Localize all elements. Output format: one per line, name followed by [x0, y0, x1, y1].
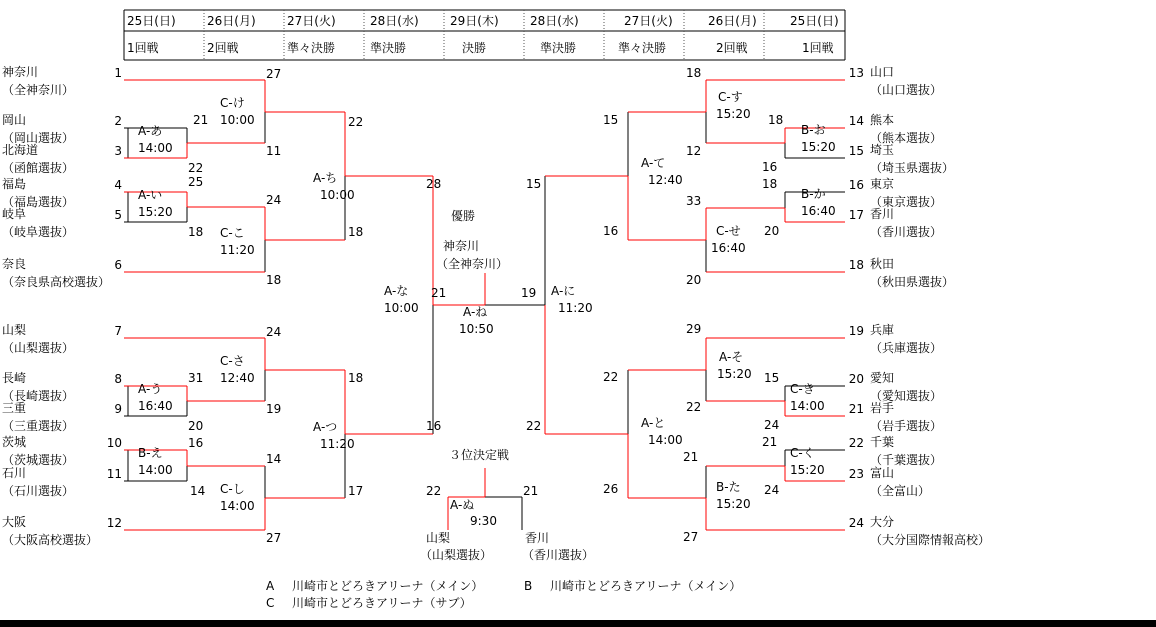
match-time: 15:20	[138, 205, 173, 219]
match-time: 11:20	[558, 301, 593, 315]
team-name: 兵庫	[870, 323, 895, 337]
seed-number: 8	[114, 372, 122, 386]
match-label: A-な	[384, 284, 409, 298]
team-name: 北海道	[2, 143, 39, 157]
match-time: 16:40	[801, 204, 836, 218]
match-label: C-し	[220, 482, 245, 496]
score: 12	[686, 144, 702, 158]
match-time: 11:20	[320, 437, 355, 451]
score: 33	[686, 194, 702, 208]
score: 22	[348, 115, 364, 129]
score: 15	[526, 177, 542, 191]
match-label: A-て	[641, 156, 666, 170]
score: 19	[521, 286, 537, 300]
team-name: 熊本	[870, 113, 895, 127]
score: 18	[188, 225, 204, 239]
seed-number: 11	[106, 467, 122, 481]
header-round: 2回戦	[716, 41, 748, 55]
team-name: 大分	[870, 515, 895, 529]
team-org: （東京選抜）	[870, 195, 943, 209]
team-org: （香川選抜）	[870, 225, 943, 239]
seed-number: 14	[848, 114, 864, 128]
score: 18	[762, 177, 778, 191]
match-label: C-け	[220, 96, 245, 110]
team-name: 長崎	[2, 371, 27, 385]
match-label: C-さ	[220, 354, 245, 368]
team-org: （秋田県選抜）	[870, 275, 955, 289]
header-date: 25日(日)	[790, 14, 839, 28]
team-org: （三重選抜）	[2, 419, 75, 433]
third-place-team-name: 山梨	[426, 531, 451, 545]
score: 27	[683, 530, 699, 544]
seed-number: 18	[848, 258, 864, 272]
match-label: C-き	[790, 382, 815, 396]
header-date: 28日(水)	[530, 14, 579, 28]
header-round: 2回戦	[207, 41, 239, 55]
match-time: 14:00	[220, 499, 255, 513]
team-name: 福島	[2, 177, 27, 191]
team-name: 埼玉	[870, 143, 895, 157]
seed-number: 10	[106, 436, 122, 450]
match-label: C-こ	[220, 226, 245, 240]
team-name: 山口	[870, 65, 895, 79]
match-label: A-そ	[719, 350, 744, 364]
team-org: （山梨選抜）	[2, 341, 75, 355]
seed-number: 20	[848, 372, 864, 386]
seed-number: 15	[848, 144, 864, 158]
seed-number: 6	[114, 258, 122, 272]
score: 21	[431, 286, 447, 300]
score: 22	[188, 161, 204, 175]
score: 31	[188, 371, 204, 385]
match-time: 15:20	[790, 463, 825, 477]
team-name: 石川	[2, 466, 27, 480]
header-date: 27日(火)	[624, 14, 673, 28]
match-time: 15:20	[801, 140, 836, 154]
match-time: 10:00	[320, 188, 355, 202]
match-time: 14:00	[648, 433, 683, 447]
team-org: （埼玉県選抜）	[870, 161, 955, 175]
legend-key: A	[266, 579, 275, 593]
score: 24	[764, 418, 780, 432]
score: 18	[768, 113, 784, 127]
match-time: 14:00	[138, 463, 173, 477]
team-org: （奈良県高校選抜）	[2, 275, 111, 289]
header-date: 29日(木)	[450, 14, 499, 28]
match-label: C-せ	[716, 224, 741, 238]
team-org: （全富山）	[870, 484, 931, 498]
bottom-bar	[0, 620, 1156, 627]
team-org: （千葉選抜）	[870, 453, 943, 467]
match-label: A-ね	[463, 305, 488, 319]
header-round: 準決勝	[370, 41, 407, 55]
score: 25	[188, 175, 204, 189]
legend-key: C	[266, 596, 275, 610]
score: 16	[603, 224, 619, 238]
header-round: 1回戦	[802, 41, 834, 55]
score: 24	[266, 325, 282, 339]
match-label: A-う	[138, 382, 163, 396]
legend-venue: 川崎市とどろきアリーナ（メイン）	[292, 579, 484, 593]
third-place-team-org: （香川選抜）	[522, 548, 595, 562]
team-name: 富山	[870, 466, 895, 480]
score: 22	[526, 419, 542, 433]
seed-number: 19	[848, 324, 864, 338]
match-label: A-ぬ	[450, 498, 475, 512]
team-org: （茨城選抜）	[2, 453, 75, 467]
match-label: C-す	[718, 90, 743, 104]
team-org: （大分国際情報高校）	[870, 533, 991, 547]
header-round: 準々決勝	[287, 41, 336, 55]
score: 14	[266, 452, 282, 466]
team-name: 三重	[2, 401, 27, 415]
seed-number: 13	[848, 66, 864, 80]
team-org: （熊本選抜）	[870, 131, 943, 145]
header-round: 決勝	[462, 41, 487, 55]
score: 24	[764, 483, 780, 497]
score: 21	[523, 484, 539, 498]
team-name: 東京	[870, 177, 895, 191]
score: 18	[686, 66, 702, 80]
score: 28	[426, 177, 442, 191]
score: 17	[348, 484, 364, 498]
header-date: 25日(日)	[127, 14, 176, 28]
score: 27	[266, 67, 282, 81]
match-time: 11:20	[220, 243, 255, 257]
score: 20	[188, 419, 204, 433]
team-name: 山梨	[2, 323, 27, 337]
team-name: 神奈川	[2, 65, 39, 79]
team-name: 愛知	[870, 371, 895, 385]
header-round: 準々決勝	[618, 41, 667, 55]
score: 21	[193, 113, 209, 127]
score: 27	[266, 531, 282, 545]
match-label: B-お	[801, 123, 826, 137]
score: 24	[266, 193, 282, 207]
team-name: 茨城	[2, 435, 27, 449]
score: 19	[266, 402, 282, 416]
match-label: A-に	[551, 284, 576, 298]
team-org: （兵庫選抜）	[870, 341, 943, 355]
seed-number: 16	[848, 178, 864, 192]
team-org: （岩手選抜）	[870, 419, 943, 433]
match-time: 12:40	[220, 371, 255, 385]
team-name: 大阪	[2, 515, 27, 529]
score: 22	[686, 400, 702, 414]
team-name: 香川	[870, 207, 895, 221]
header-date: 26日(月)	[708, 14, 757, 28]
score: 21	[762, 435, 778, 449]
seed-number: 17	[848, 208, 864, 222]
team-org: （岐阜選抜）	[2, 225, 75, 239]
team-name: 千葉	[870, 435, 895, 449]
match-label: B-た	[716, 480, 741, 494]
match-time: 12:40	[648, 173, 683, 187]
champion-name: 神奈川	[443, 239, 480, 253]
team-org: （長崎選抜）	[2, 389, 75, 403]
header-round: 1回戦	[127, 41, 159, 55]
team-org: （函館選抜）	[2, 161, 75, 175]
score: 20	[764, 224, 780, 238]
seed-number: 22	[848, 436, 864, 450]
match-time: 10:50	[459, 322, 494, 336]
match-time: 15:20	[717, 367, 752, 381]
match-time: 14:00	[790, 399, 825, 413]
third-place-title: ３位決定戦	[449, 448, 510, 462]
match-label: A-あ	[138, 124, 163, 138]
match-label: B-え	[138, 446, 163, 460]
match-label: A-つ	[313, 420, 338, 434]
team-name: 岐阜	[2, 207, 27, 221]
seed-number: 12	[106, 516, 122, 530]
seed-number: 9	[114, 402, 122, 416]
seed-number: 2	[114, 114, 122, 128]
score: 29	[686, 322, 702, 336]
score: 26	[603, 482, 619, 496]
header-date: 28日(水)	[370, 14, 419, 28]
score: 18	[348, 371, 364, 385]
third-place-team-name: 香川	[525, 531, 550, 545]
score: 14	[190, 484, 206, 498]
team-org: （岡山選抜）	[2, 131, 75, 145]
legend-venue: 川崎市とどろきアリーナ（サブ）	[292, 596, 472, 610]
score: 16	[426, 419, 442, 433]
seed-number: 21	[848, 402, 864, 416]
legend-venue: 川崎市とどろきアリーナ（メイン）	[550, 579, 742, 593]
score: 15	[603, 113, 619, 127]
score: 20	[686, 273, 702, 287]
team-name: 岩手	[870, 401, 895, 415]
team-org: （全神奈川）	[2, 83, 75, 97]
seed-number: 3	[114, 144, 122, 158]
header-round: 準決勝	[540, 41, 577, 55]
match-label: A-ち	[313, 171, 338, 185]
seed-number: 1	[114, 66, 122, 80]
champion-org: （全神奈川）	[436, 257, 509, 271]
seed-number: 24	[848, 516, 864, 530]
seed-number: 7	[114, 324, 122, 338]
match-label: C-く	[790, 446, 815, 460]
score: 22	[426, 484, 442, 498]
team-org: （大阪高校選抜）	[2, 533, 99, 547]
score: 18	[266, 273, 282, 287]
champion-title: 優勝	[451, 209, 476, 223]
team-name: 奈良	[2, 257, 27, 271]
score: 18	[348, 225, 364, 239]
match-time: 10:00	[384, 301, 419, 315]
match-time: 15:20	[716, 107, 751, 121]
third-place-team-org: （山梨選抜）	[420, 548, 493, 562]
team-name: 秋田	[870, 257, 895, 271]
match-time: 15:20	[716, 497, 751, 511]
match-time: 10:00	[220, 113, 255, 127]
team-org: （福島選抜）	[2, 195, 75, 209]
team-name: 岡山	[2, 113, 27, 127]
match-time: 14:00	[138, 141, 173, 155]
seed-number: 5	[114, 208, 122, 222]
seed-number: 4	[114, 178, 122, 192]
seed-number: 23	[848, 467, 864, 481]
score: 16	[762, 160, 778, 174]
header-date: 26日(月)	[207, 14, 256, 28]
score: 16	[188, 436, 204, 450]
match-time: 16:40	[138, 399, 173, 413]
team-org: （石川選抜）	[2, 484, 75, 498]
match-time: 9:30	[470, 514, 497, 528]
match-label: A-い	[138, 188, 163, 202]
score: 11	[266, 144, 282, 158]
match-label: B-か	[801, 187, 826, 201]
team-org: （愛知選抜）	[870, 389, 943, 403]
bracket-black-lines	[124, 112, 845, 530]
score: 15	[764, 371, 780, 385]
match-time: 16:40	[711, 241, 746, 255]
legend-key: B	[524, 579, 533, 593]
match-label: A-と	[641, 416, 666, 430]
header-date: 27日(火)	[287, 14, 336, 28]
score: 21	[683, 450, 699, 464]
score: 22	[603, 370, 619, 384]
team-org: （山口選抜）	[870, 83, 943, 97]
